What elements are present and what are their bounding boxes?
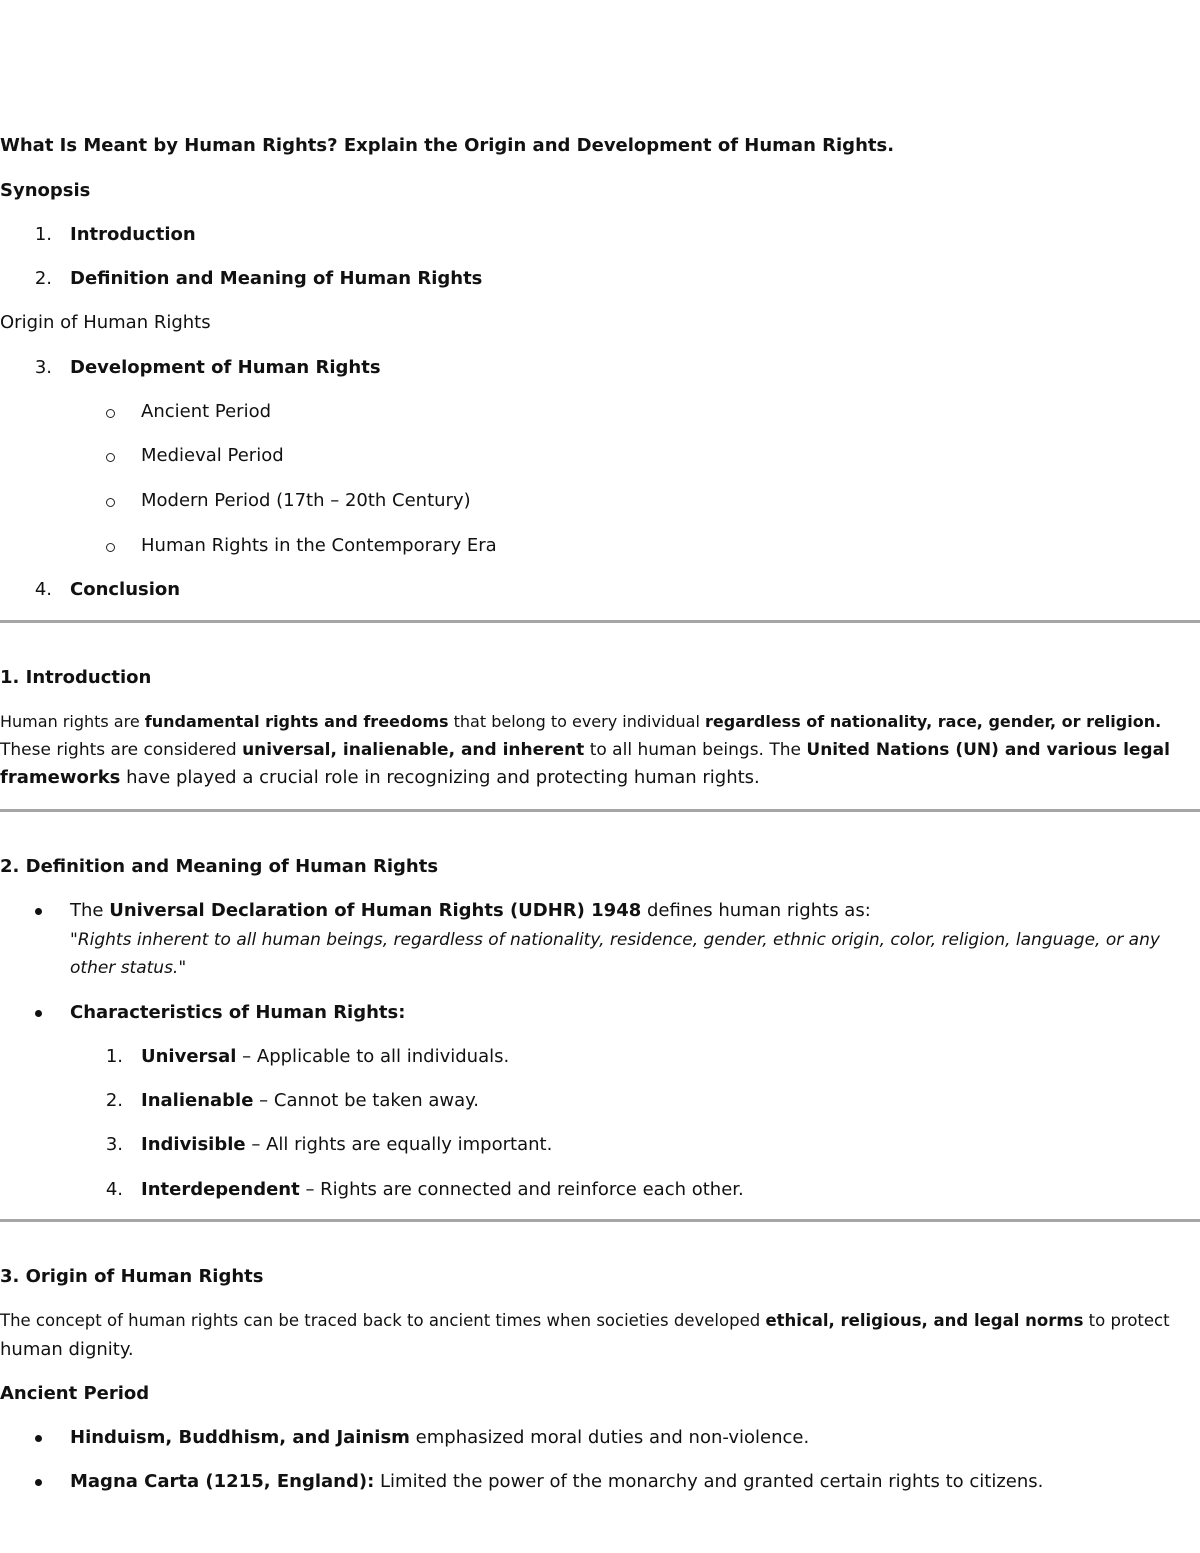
ancient-period-heading: Ancient Period bbox=[0, 1383, 150, 1404]
characteristics-heading: Characteristics of Human Rights: bbox=[70, 1002, 406, 1023]
synopsis-item-origin: Origin of Human Rights bbox=[0, 312, 211, 333]
characteristic-number: 4. bbox=[105, 1179, 123, 1200]
synopsis-number: 2. bbox=[34, 268, 52, 289]
characteristic-number: 3. bbox=[105, 1134, 123, 1155]
bullet-icon bbox=[35, 908, 42, 915]
ancient-period-item: Hinduism, Buddhism, and Jainism emphasized moral duties and non-violence. bbox=[70, 1427, 810, 1448]
horizontal-divider bbox=[0, 1219, 1200, 1222]
introduction-heading: 1. Introduction bbox=[0, 667, 152, 688]
definition-heading: 2. Definition and Meaning of Human Rights bbox=[0, 856, 439, 877]
circle-bullet-icon bbox=[106, 453, 115, 462]
udhr-definition: The Universal Declaration of Human Rights (UDHR) 1948 defines human rights as: bbox=[70, 900, 871, 921]
characteristic-item: Inalienable – Cannot be taken away. bbox=[141, 1090, 479, 1111]
characteristic-number: 1. bbox=[105, 1046, 123, 1067]
udhr-quote-line: "Rights inherent to all human beings, regardless of nationality, residence, gender, ethnic origin, color, religion, language, or any bbox=[70, 930, 1160, 950]
circle-bullet-icon bbox=[106, 498, 115, 507]
introduction-paragraph-line: These rights are considered universal, inalienable, and inherent to all human beings. The United Nations (UN) and various legal bbox=[0, 740, 1170, 760]
bullet-icon bbox=[35, 1010, 42, 1017]
characteristic-number: 2. bbox=[105, 1090, 123, 1111]
udhr-quote-line: other status." bbox=[70, 958, 187, 978]
synopsis-number: 4. bbox=[34, 579, 52, 600]
characteristic-item: Universal – Applicable to all individuals. bbox=[141, 1046, 510, 1067]
horizontal-divider bbox=[0, 809, 1200, 812]
characteristic-item: Indivisible – All rights are equally important. bbox=[141, 1134, 553, 1155]
origin-heading: 3. Origin of Human Rights bbox=[0, 1266, 264, 1287]
synopsis-item-development: Development of Human Rights bbox=[70, 357, 381, 378]
circle-bullet-icon bbox=[106, 543, 115, 552]
introduction-paragraph-line: frameworks have played a crucial role in recognizing and protecting human rights. bbox=[0, 767, 760, 788]
synopsis-subitem: Human Rights in the Contemporary Era bbox=[141, 535, 497, 556]
introduction-paragraph-line: Human rights are fundamental rights and freedoms that belong to every individual regardless of nationality, race, gender, or religion. bbox=[0, 712, 1162, 731]
horizontal-divider bbox=[0, 620, 1200, 623]
bullet-icon bbox=[35, 1479, 42, 1486]
synopsis-item-introduction: Introduction bbox=[70, 224, 196, 245]
synopsis-number: 1. bbox=[34, 224, 52, 245]
synopsis-heading: Synopsis bbox=[0, 180, 91, 201]
synopsis-number: 3. bbox=[34, 357, 52, 378]
synopsis-subitem: Modern Period (17th – 20th Century) bbox=[141, 490, 471, 511]
origin-paragraph-line: The concept of human rights can be traced back to ancient times when societies developed ethical, religious, and legal norms to protect bbox=[0, 1311, 1170, 1330]
circle-bullet-icon bbox=[106, 409, 115, 418]
synopsis-subitem: Ancient Period bbox=[141, 401, 272, 422]
origin-paragraph-line: human dignity. bbox=[0, 1339, 134, 1360]
ancient-period-item: Magna Carta (1215, England): Limited the power of the monarchy and granted certain rights to citizens. bbox=[70, 1471, 1044, 1492]
document-title: What Is Meant by Human Rights? Explain the Origin and Development of Human Rights. bbox=[0, 135, 895, 156]
characteristic-item: Interdependent – Rights are connected and reinforce each other. bbox=[141, 1179, 744, 1200]
synopsis-item-definition: Definition and Meaning of Human Rights bbox=[70, 268, 483, 289]
synopsis-subitem: Medieval Period bbox=[141, 445, 284, 466]
bullet-icon bbox=[35, 1435, 42, 1442]
synopsis-item-conclusion: Conclusion bbox=[70, 579, 181, 600]
